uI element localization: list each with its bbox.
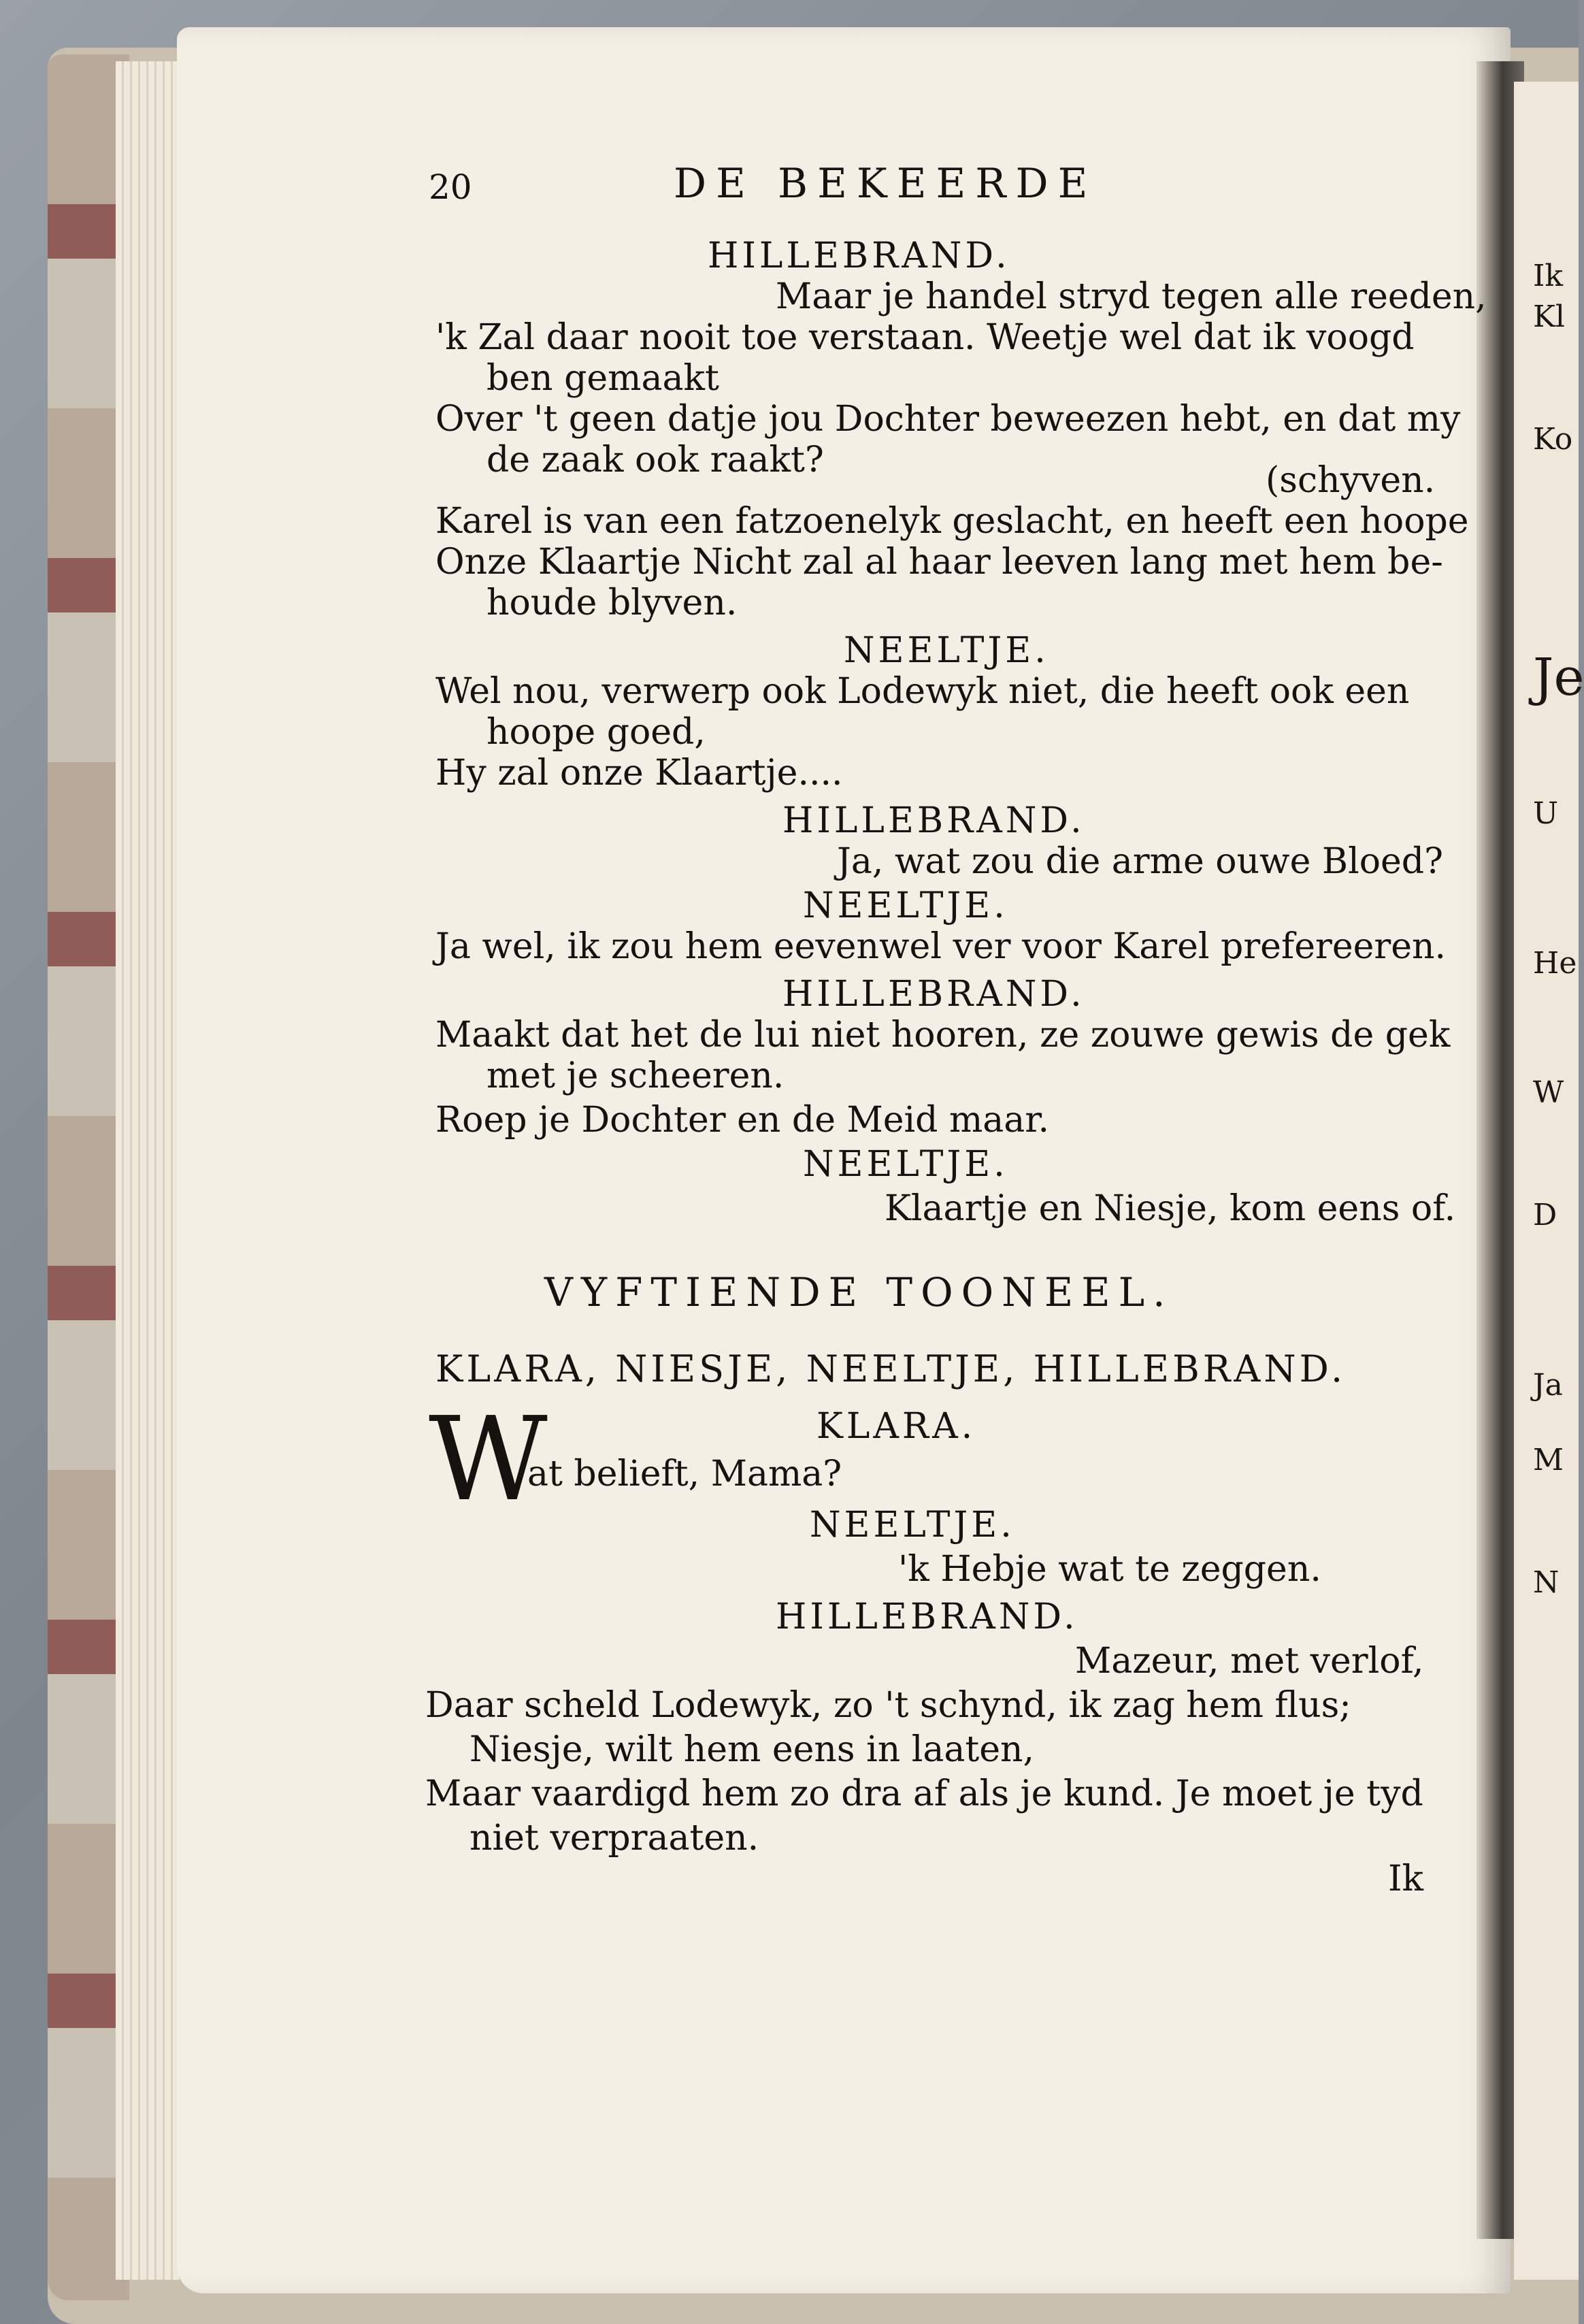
speaker-name: NEELTJE. xyxy=(810,1505,1015,1545)
facing-fragment: He xyxy=(1533,946,1577,981)
facing-fragment: Kl xyxy=(1533,299,1565,334)
facing-fragment: U xyxy=(1533,796,1559,831)
verse-line: Daar scheld Lodewyk, zo 't schynd, ik zag hem flus; xyxy=(425,1685,1351,1726)
verse-line: Hy zal onze Klaartje.... xyxy=(435,753,843,793)
running-title: DE BEKEERDE xyxy=(674,160,1098,208)
verse-line: Niesje, wilt hem eens in laaten, xyxy=(469,1729,1035,1770)
speaker-name: NEELTJE. xyxy=(803,885,1008,926)
speaker-name: HILLEBRAND. xyxy=(708,235,1010,276)
verse-line: 'k Hebje wat te zeggen. xyxy=(898,1549,1321,1590)
scene-title: VYFTIENDE TOONEEL. xyxy=(544,1269,1174,1315)
verse-line: Maar vaardigd hem zo dra af als je kund. Je moet je tyd xyxy=(425,1773,1423,1814)
facing-fragment: M xyxy=(1533,1443,1564,1477)
catchword: Ik xyxy=(1388,1859,1424,1899)
verse-line: met je scheeren. xyxy=(486,1055,785,1096)
facing-fragment: W xyxy=(1533,1075,1564,1110)
verse-line: de zaak ook raakt? xyxy=(486,440,824,480)
facing-fragment: Je xyxy=(1533,647,1584,707)
speaker-name: KLARA. xyxy=(816,1406,976,1447)
verse-line: hoope goed, xyxy=(486,712,706,753)
verse-line: Wel nou, verwerp ook Lodewyk niet, die heeft ook een xyxy=(435,671,1410,712)
verse-line: at belieft, Mama? xyxy=(527,1454,842,1494)
scene-cast: KLARA, NIESJE, NEELTJE, HILLEBRAND. xyxy=(435,1347,1347,1390)
facing-fragment: Ja xyxy=(1533,1368,1563,1403)
verse-line: Onze Klaartje Nicht zal al haar leeven lang met hem be- xyxy=(435,542,1443,583)
verse-line: niet verpraaten. xyxy=(469,1818,759,1859)
verse-line: Ja, wat zou die arme ouwe Bloed? xyxy=(837,841,1443,882)
page-number: 20 xyxy=(429,167,472,207)
verse-line: Roep je Dochter en de Meid maar. xyxy=(435,1100,1049,1141)
verse-line: 'k Zal daar nooit toe verstaan. Weetje wel dat ik voogd xyxy=(435,317,1415,358)
facing-page-fragment xyxy=(1514,82,1584,2280)
verse-line: Maar je handel stryd tegen alle reeden, xyxy=(776,276,1487,317)
drop-cap: W xyxy=(429,1392,548,1527)
verse-line: Ja wel, ik zou hem eevenwel ver voor Karel prefereeren. xyxy=(435,926,1447,967)
verse-line: Mazeur, met verlof, xyxy=(1075,1641,1424,1682)
verse-line: Maakt dat het de lui niet hooren, ze zouwe gewis de gek xyxy=(435,1015,1451,1055)
verse-line: Klaartje en Niesje, kom eens of. xyxy=(885,1188,1456,1229)
verse-line: Over 't geen datje jou Dochter beweezen hebt, en dat my xyxy=(435,399,1461,440)
speaker-name: HILLEBRAND. xyxy=(782,974,1085,1015)
facing-fragment: N xyxy=(1533,1565,1560,1600)
facing-fragment: Ik xyxy=(1533,259,1564,293)
speaker-name: NEELTJE. xyxy=(844,630,1049,671)
speaker-name: HILLEBRAND. xyxy=(782,800,1085,841)
facing-fragment: D xyxy=(1533,1198,1557,1232)
verse-line: Karel is van een fatzoenelyk geslacht, en heeft een hoope xyxy=(435,501,1469,542)
verse-line: (schyven. xyxy=(1266,460,1436,501)
verse-line: houde blyven. xyxy=(486,583,738,623)
verse-line: ben gemaakt xyxy=(486,358,719,399)
facing-fragment: Ko xyxy=(1533,422,1573,457)
speaker-name: NEELTJE. xyxy=(803,1144,1008,1185)
speaker-name: HILLEBRAND. xyxy=(776,1597,1078,1637)
